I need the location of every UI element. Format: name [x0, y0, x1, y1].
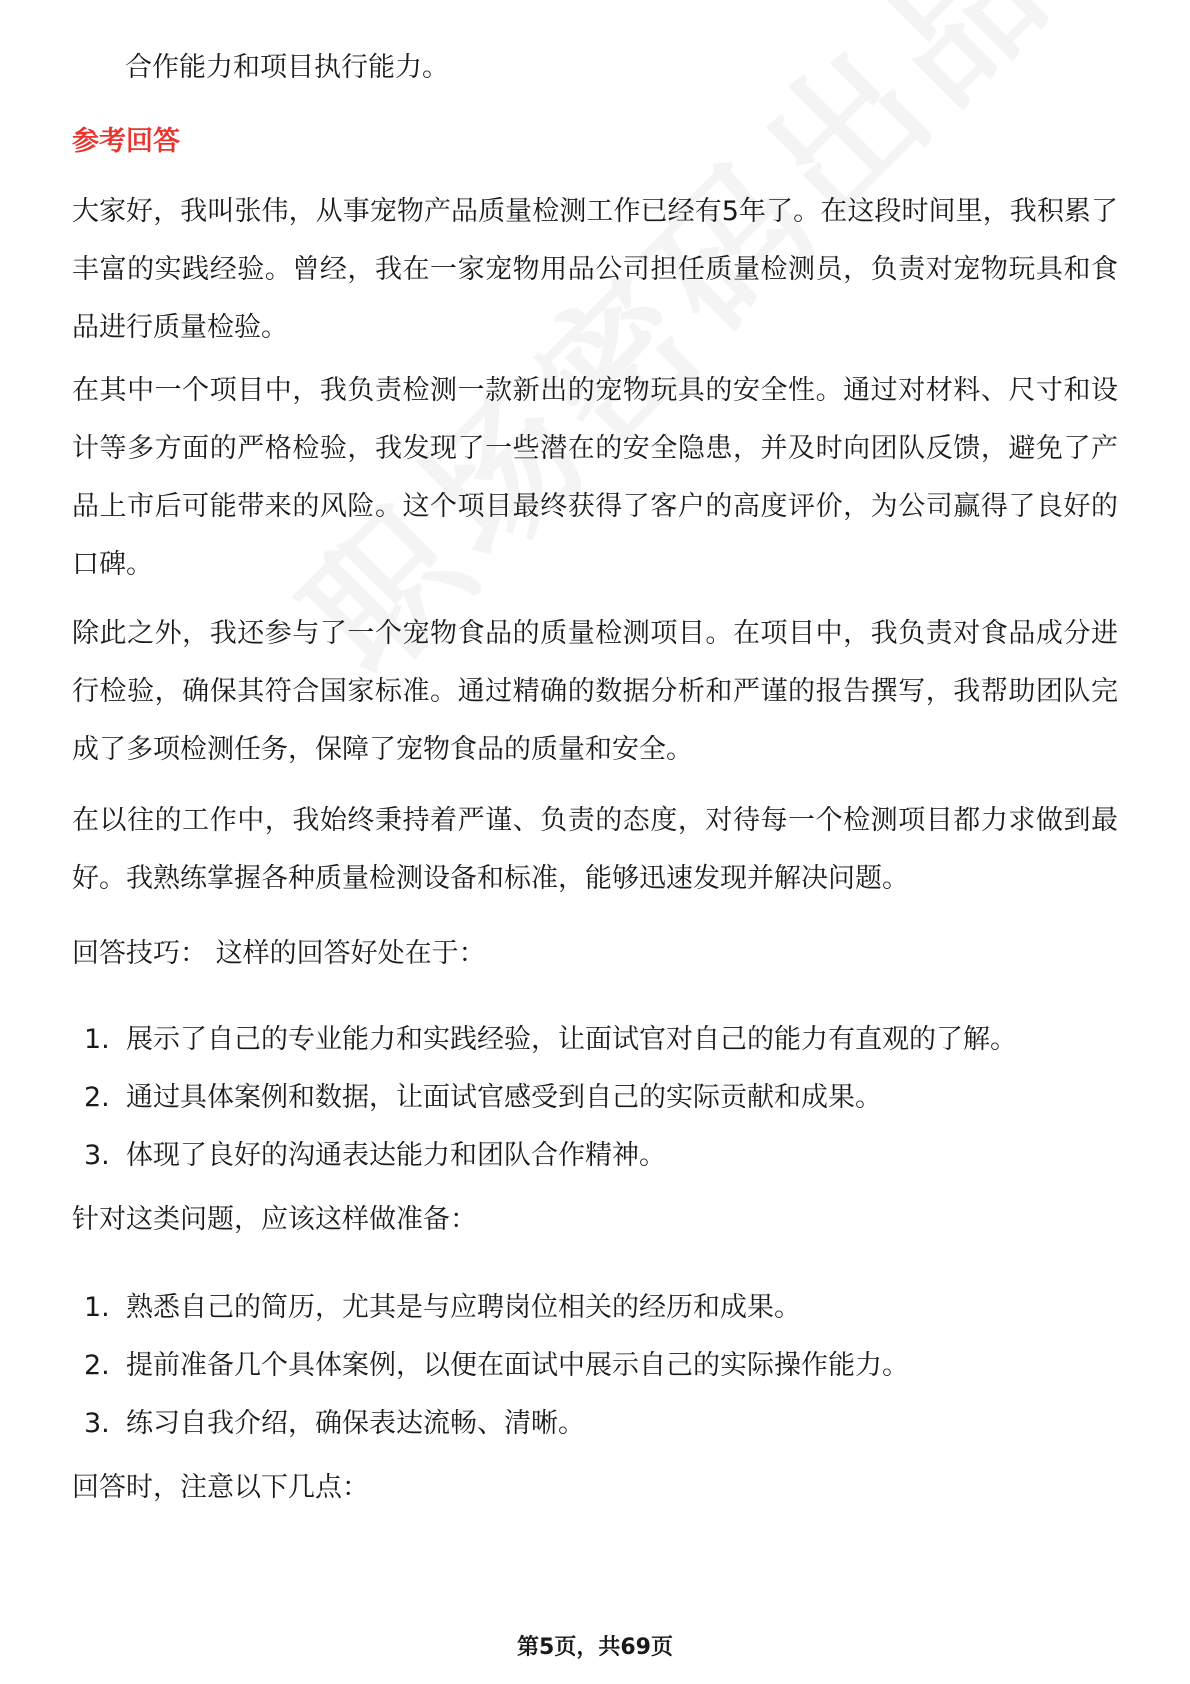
list-text: 体现了良好的沟通表达能力和团队合作精神。 — [126, 1140, 666, 1171]
list-item — [84, 1020, 1118, 1078]
answer-paragraph-1: 大家好，我叫张伟，从事宠物产品质量检测工作已经有5年了。在这段时间里，我积累了丰富的实践经验。曾经，我在一家宠物用品公司担任质量检测员，负责对宠物玩具和食品进行质量检验。 — [72, 196, 1118, 343]
section-title: 参考回答 — [72, 126, 180, 157]
prepare-label: 针对这类问题，应该这样做准备： — [72, 1204, 477, 1235]
list-text: 提前准备几个具体案例，以便在面试中展示自己的实际操作能力。 — [126, 1350, 909, 1381]
list-text: 练习自我介绍，确保表达流畅、清晰。 — [126, 1408, 585, 1439]
tips-list — [84, 1020, 1118, 1194]
list-text: 展示了自己的专业能力和实践经验，让面试官对自己的能力有直观的了解。 — [126, 1024, 1017, 1055]
notes-label: 回答时，注意以下几点： — [72, 1472, 369, 1503]
list-item — [84, 1404, 1118, 1462]
list-text: 熟悉自己的简历，尤其是与应聘岗位相关的经历和成果。 — [126, 1292, 801, 1323]
page-number-footer: 第5页，共69页 — [517, 1635, 673, 1660]
list-text: 通过具体案例和数据，让面试官感受到自己的实际贡献和成果。 — [126, 1082, 882, 1113]
answer-paragraph-2: 在其中一个项目中，我负责检测一款新出的宠物玩具的安全性。通过对材料、尺寸和设计等多方面的严格检验，我发现了一些潜在的安全隐患，并及时向团队反馈，避免了产品上市后可能带来的风险。这个项目最终获得了客户的高度评价，为公司赢得了良好的口碑。 — [72, 375, 1118, 580]
answer-paragraph-4: 在以往的工作中，我始终秉持着严谨、负责的态度，对待每一个检测项目都力求做到最好。我熟练掌握各种质量检测设备和标准，能够迅速发现并解决问题。 — [72, 805, 1118, 894]
answer-paragraph-3: 除此之外，我还参与了一个宠物食品的质量检测项目。在项目中，我负责对食品成分进行检验，确保其符合国家标准。通过精确的数据分析和严谨的报告撰写，我帮助团队完成了多项检测任务，保障了宠物食品的质量和安全。 — [72, 618, 1118, 765]
list-number: 1. — [84, 1292, 110, 1323]
prepare-list — [84, 1288, 1118, 1462]
list-number: 3. — [84, 1408, 110, 1439]
continuation-text: 合作能力和项目执行能力。 — [125, 52, 449, 83]
list-item — [84, 1078, 1118, 1136]
list-item — [84, 1136, 1118, 1194]
list-number: 1. — [84, 1024, 110, 1055]
list-item — [84, 1346, 1118, 1404]
list-item — [84, 1288, 1118, 1346]
tips-label: 回答技巧： 这样的回答好处在于： — [72, 938, 486, 969]
list-number: 2. — [84, 1350, 110, 1381]
list-number: 3. — [84, 1140, 110, 1171]
list-number: 2. — [84, 1082, 110, 1113]
